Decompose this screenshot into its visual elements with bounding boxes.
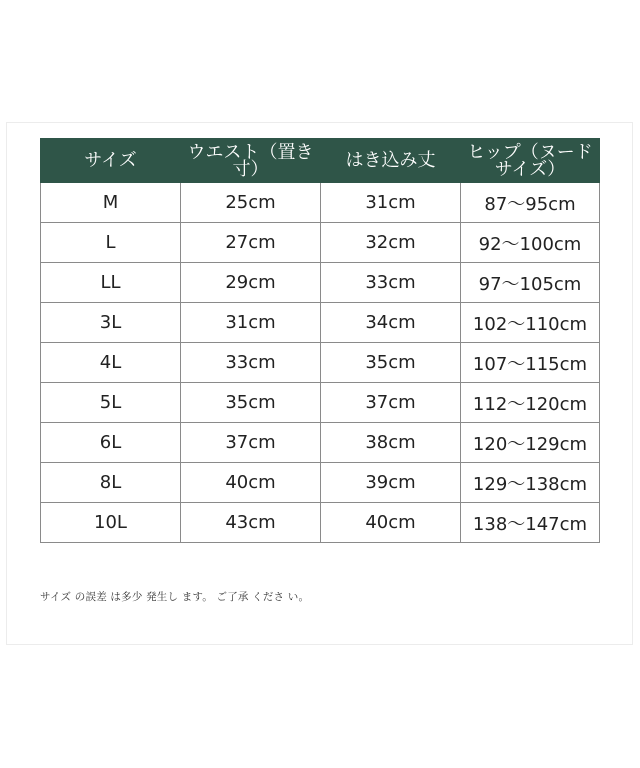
table-row	[41, 303, 600, 343]
cell-size: 6L	[41, 423, 181, 463]
table-row	[41, 263, 600, 303]
cell-size: 3L	[41, 303, 181, 343]
cell-hip: 138～147cm	[461, 503, 600, 543]
header-rise: はき込み丈	[321, 139, 461, 183]
cell-waist: 29cm	[181, 263, 321, 303]
cell-hip: 97～105cm	[461, 263, 600, 303]
cell-rise: 39cm	[321, 463, 461, 503]
cell-waist: 37cm	[181, 423, 321, 463]
cell-rise: 38cm	[321, 423, 461, 463]
header-hip: ヒップ（ヌードサイズ）	[461, 139, 600, 183]
cell-rise: 35cm	[321, 343, 461, 383]
cell-hip: 92～100cm	[461, 223, 600, 263]
cell-hip: 107～115cm	[461, 343, 600, 383]
cell-size: 4L	[41, 343, 181, 383]
header-size: サイズ	[41, 139, 181, 183]
cell-hip: 87～95cm	[461, 183, 600, 223]
cell-size: 10L	[41, 503, 181, 543]
cell-size: 5L	[41, 383, 181, 423]
cell-rise: 37cm	[321, 383, 461, 423]
table-row	[41, 223, 600, 263]
table-row	[41, 383, 600, 423]
table-row	[41, 183, 600, 223]
cell-size: LL	[41, 263, 181, 303]
cell-waist: 40cm	[181, 463, 321, 503]
table-header-row	[41, 139, 600, 183]
cell-waist: 31cm	[181, 303, 321, 343]
cell-hip: 120～129cm	[461, 423, 600, 463]
size-disclaimer-note: サイズ の誤差 は多少 発生し ます。 ご了承 くださ い。	[40, 591, 310, 603]
cell-size: 8L	[41, 463, 181, 503]
cell-size: M	[41, 183, 181, 223]
cell-rise: 40cm	[321, 503, 461, 543]
cell-rise: 34cm	[321, 303, 461, 343]
cell-size: L	[41, 223, 181, 263]
cell-hip: 112～120cm	[461, 383, 600, 423]
cell-rise: 32cm	[321, 223, 461, 263]
table-row	[41, 423, 600, 463]
table-row	[41, 343, 600, 383]
cell-rise: 31cm	[321, 183, 461, 223]
cell-waist: 33cm	[181, 343, 321, 383]
cell-hip: 102～110cm	[461, 303, 600, 343]
cell-rise: 33cm	[321, 263, 461, 303]
cell-waist: 25cm	[181, 183, 321, 223]
cell-waist: 27cm	[181, 223, 321, 263]
cell-waist: 43cm	[181, 503, 321, 543]
size-chart-table	[40, 138, 600, 543]
header-waist: ウエスト（置き寸）	[181, 139, 321, 183]
cell-hip: 129～138cm	[461, 463, 600, 503]
cell-waist: 35cm	[181, 383, 321, 423]
table-row	[41, 503, 600, 543]
table-row	[41, 463, 600, 503]
